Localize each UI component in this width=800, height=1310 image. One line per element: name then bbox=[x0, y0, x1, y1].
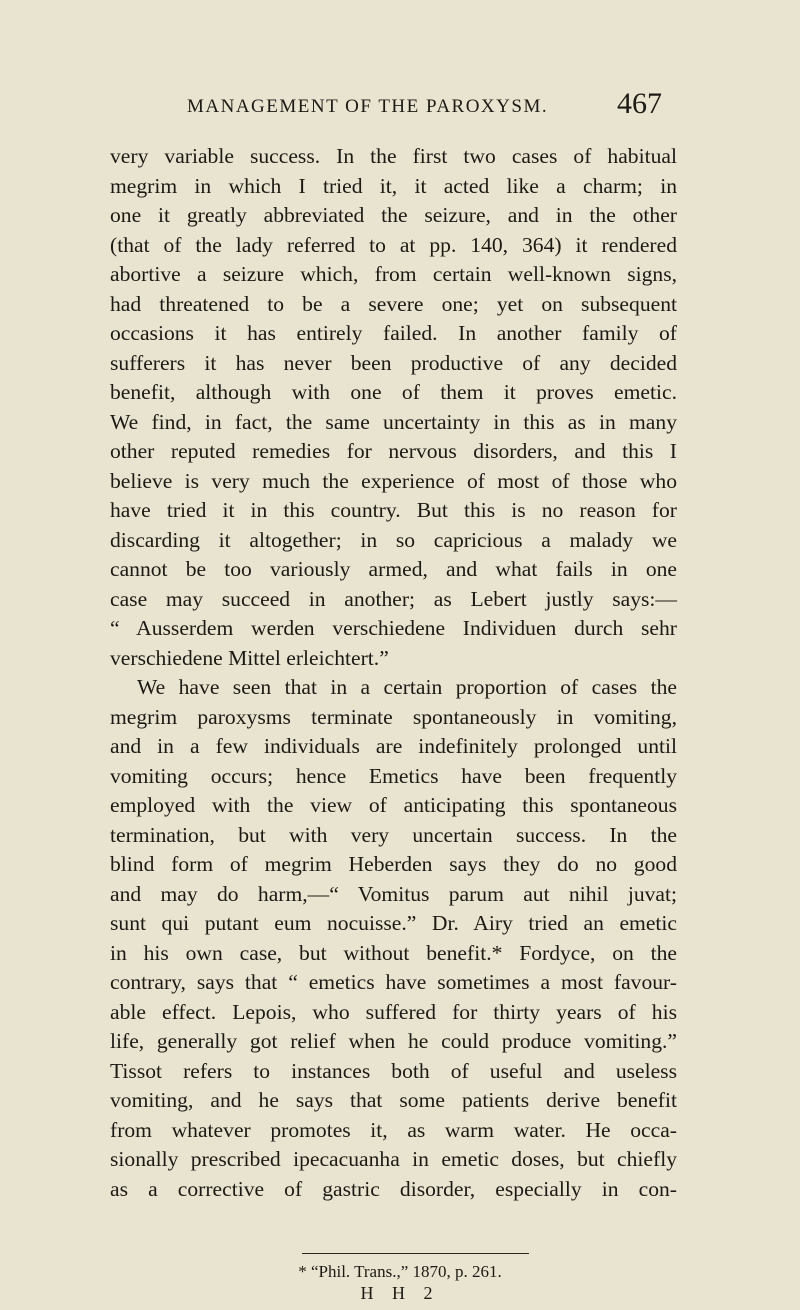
body-text bbox=[110, 142, 677, 1204]
text-line: sunt qui putant eum nocuisse.” Dr. Airy tried an emetic bbox=[110, 911, 677, 935]
text-line: discarding it altogether; in so capricious a malady we bbox=[110, 527, 677, 552]
text-line: had threatened to be a severe one; yet on subsequent bbox=[110, 291, 677, 316]
running-title: MANAGEMENT OF THE PAROXYSM. bbox=[187, 96, 549, 117]
text-line: abortive a seizure which, from certain well-known signs, bbox=[110, 262, 677, 286]
text-line: “ Ausserdem werden verschiedene Individuen durch sehr bbox=[110, 616, 677, 640]
text-line: benefit, although with one of them it proves emetic. bbox=[110, 380, 677, 404]
text-line: as a corrective of gastric disorder, especially in con- bbox=[110, 1176, 677, 1201]
page-number: 467 bbox=[617, 87, 662, 120]
text-line: blind form of megrim Heberden says they do no good bbox=[110, 852, 677, 876]
text-line: contrary, says that “ emetics have sometimes a most favour- bbox=[110, 970, 677, 994]
text-line: We have seen that in a certain proportion of cases the bbox=[137, 675, 677, 699]
text-line: in his own case, but without benefit.* Fordyce, on the bbox=[110, 940, 677, 965]
text-line: have tried it in this country. But this is no reason for bbox=[110, 498, 677, 522]
text-line: other reputed remedies for nervous disorders, and this I bbox=[110, 439, 677, 463]
signature-mark: H H 2 bbox=[360, 1283, 440, 1303]
text-line: vomiting occurs; hence Emetics have been frequently bbox=[110, 763, 677, 788]
text-line: Tissot refers to instances both of useful and useless bbox=[110, 1058, 677, 1083]
text-line: from whatever promotes it, as warm water. He occa- bbox=[110, 1117, 677, 1142]
text-line: very variable success. In the first two cases of habitual bbox=[110, 144, 677, 168]
text-line: life, generally got relief when he could produce vomiting.” bbox=[110, 1029, 677, 1053]
text-line: sufferers it has never been productive of any decided bbox=[110, 350, 677, 375]
text-line: cannot be too variously armed, and what fails in one bbox=[110, 557, 677, 581]
text-line: and in a few individuals are indefinitely prolonged until bbox=[110, 734, 677, 758]
text-line: (that of the lady referred to at pp. 140, 364) it rendered bbox=[110, 232, 677, 257]
text-line: sionally prescribed ipecacuanha in emetic doses, but chiefly bbox=[110, 1147, 677, 1171]
footnote: * “Phil. Trans.,” 1870, p. 261. bbox=[298, 1262, 502, 1281]
text-line: We find, in fact, the same uncertainty in this as in many bbox=[110, 409, 677, 434]
text-line: verschiedene Mittel erleichtert.” bbox=[110, 645, 389, 670]
text-line: and may do harm,—“ Vomitus parum aut nihil juvat; bbox=[110, 881, 677, 906]
running-head bbox=[0, 86, 800, 126]
text-line: occasions it has entirely failed. In another family of bbox=[110, 321, 677, 345]
footnote-divider bbox=[302, 1253, 529, 1254]
text-line: employed with the view of anticipating this spontaneous bbox=[110, 793, 677, 817]
text-line: megrim in which I tried it, it acted like a charm; in bbox=[110, 173, 677, 198]
text-line: megrim paroxysms terminate spontaneously in vomiting, bbox=[110, 704, 677, 729]
text-line: case may succeed in another; as Lebert justly says:— bbox=[110, 586, 677, 611]
text-line: believe is very much the experience of most of those who bbox=[110, 468, 677, 493]
text-line: vomiting, and he says that some patients derive benefit bbox=[110, 1088, 677, 1112]
text-line: able effect. Lepois, who suffered for thirty years of his bbox=[110, 999, 677, 1024]
text-line: one it greatly abbreviated the seizure, and in the other bbox=[110, 203, 677, 227]
text-line: termination, but with very uncertain success. In the bbox=[110, 822, 677, 847]
